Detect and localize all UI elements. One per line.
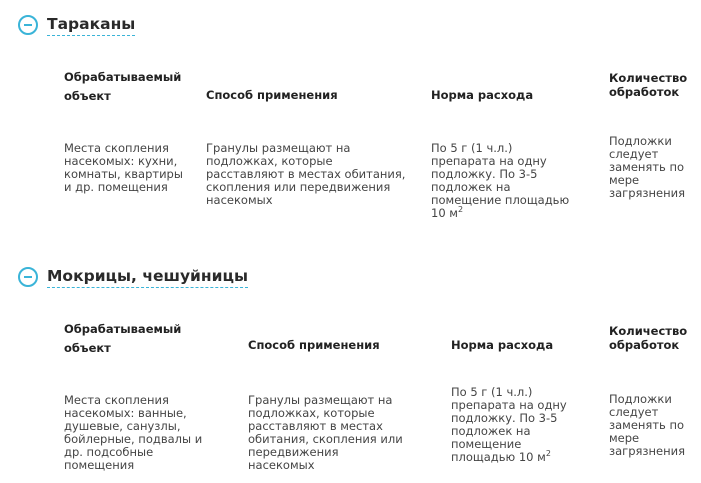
cell-object: Места скопления насекомых: ванные, душевые, санузлы, бойлерные, подвалы и др. подсобные помещения [64,393,203,472]
column-header-method: Способ применения [206,88,338,102]
column-header-method: Способ применения [248,338,380,352]
cell-rate-superscript: 2 [457,205,464,215]
column-header-object: Обрабатываемый объект [64,322,182,355]
cell-method: Гранулы размещают на подложках, которые расставляют в местах обитания, скопления или передвижения насекомых [248,393,403,472]
column-header-rate: Норма расхода [431,88,534,102]
section-title-woodlice[interactable] [18,264,248,290]
cell-count: Подложки следует заменять по мере загрязнения [609,392,686,458]
cell-rate [451,386,569,464]
cell-rate-superscript: 2 [545,449,551,459]
column-header-count: Количество обработок [609,71,688,99]
section-title-text[interactable]: Тараканы [47,15,135,36]
cell-rate-text: По 5 г (1 ч.л.) препарата на одну подложку. По 3-5 подложек на помещение площадью 10 м [451,385,567,464]
cell-method: Гранулы размещают на подложках, которые расставляют в местах обитания, скопления или передвижения насекомых [206,141,406,207]
cell-count: Подложки следует заменять по мере загрязнения [609,134,686,200]
column-header-object: Обрабатываемый объект [64,70,182,103]
collapse-minus-icon[interactable] [18,267,38,287]
cell-rate [431,142,577,220]
collapse-minus-icon[interactable] [18,15,38,35]
cell-object: Места скопления насекомых: кухни, комнаты, квартиры и др. помещения [64,141,183,194]
section-title-cockroaches[interactable] [18,12,135,38]
column-header-rate: Норма расхода [451,338,554,352]
section-title-text[interactable]: Мокрицы, чешуйницы [47,267,248,288]
column-header-count: Количество обработок [609,324,688,352]
cell-rate-text: По 5 г (1 ч.л.) препарата на одну подложку. По 3-5 подложек на помещение площадью 10 м [431,141,570,220]
